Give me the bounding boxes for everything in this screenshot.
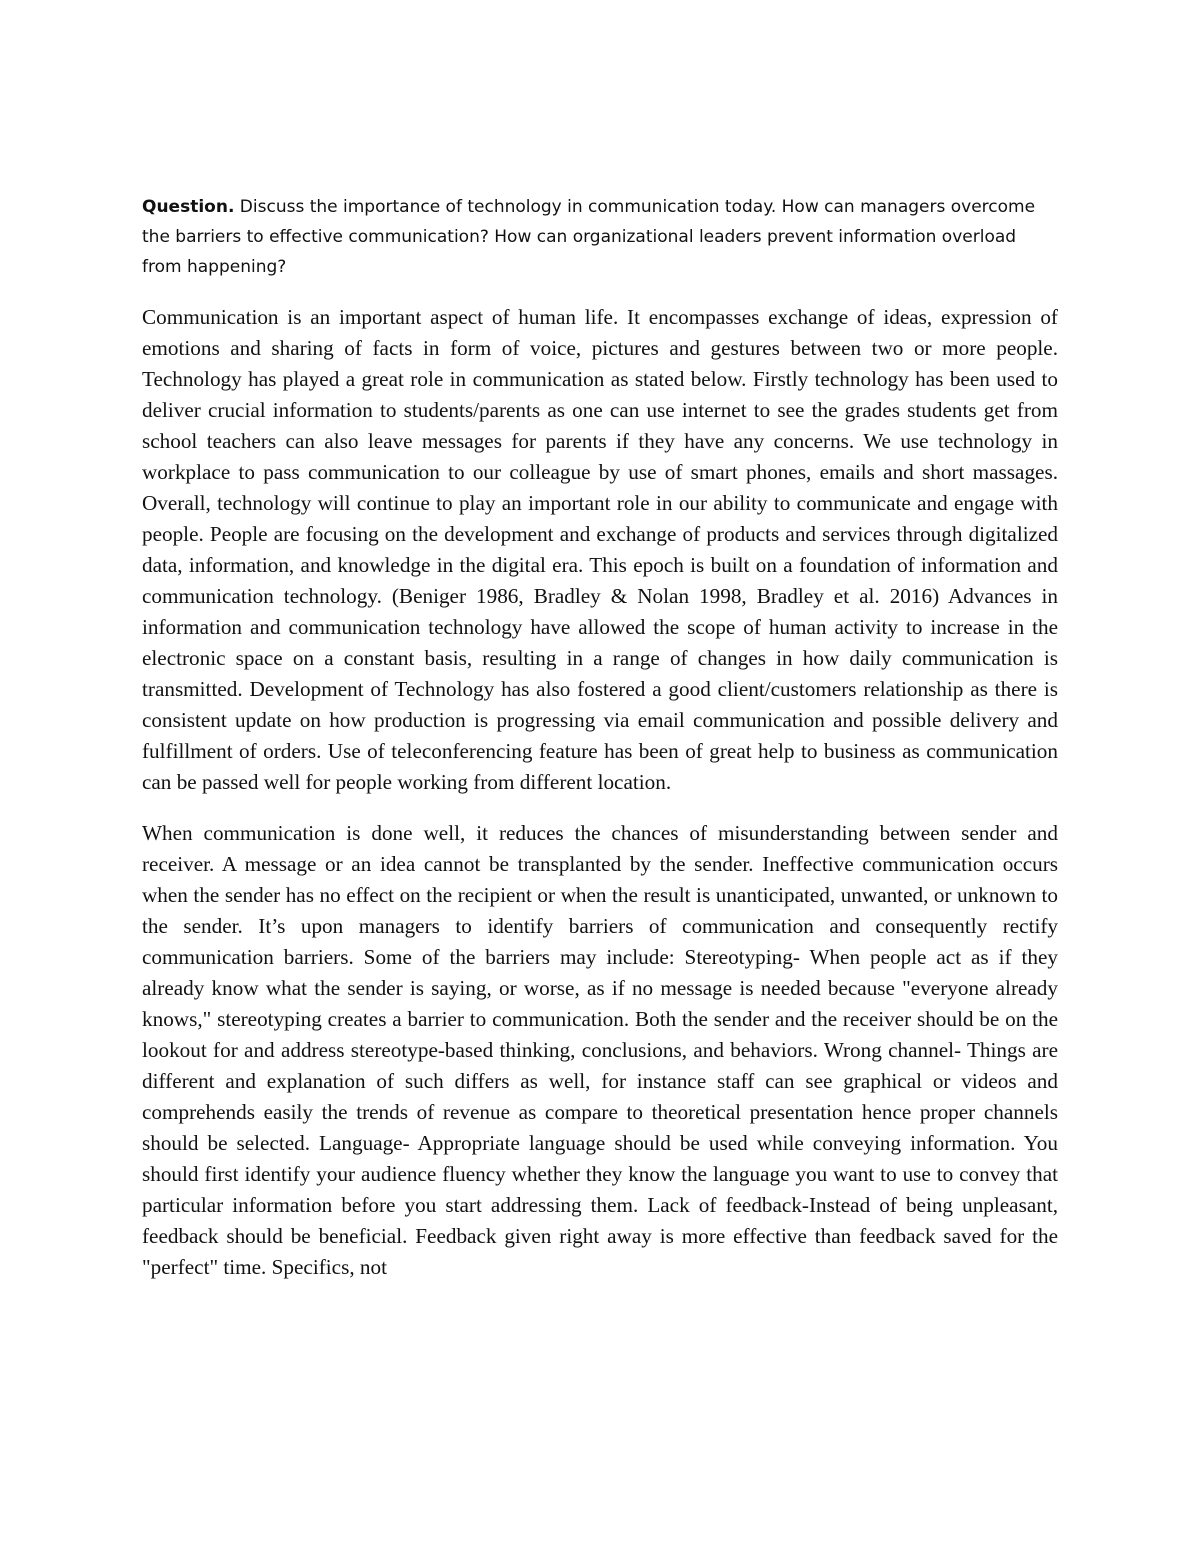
paragraph-technology-importance: Communication is an important aspect of human life. It encompasses exchange of ideas, expression of emotions and sharing of facts in form of voice, pictures and gestures between two or more people. Technology has played a great role in communication as stated below. Firstly technology has been used to deliver crucial information to students/parents as one can use internet to see the grades students get from school teachers can also leave messages for parents if they have any concerns. We use technology in workplace to pass communication to our colleague by use of smart phones, emails and short massages. Overall, technology will continue to play an important role in our ability to communicate and engage with people. People are focusing on the development and exchange of products and services through digitalized data, information, and knowledge in the digital era. This epoch is built on a foundation of information and communication technology. (Beniger 1986, Bradley & Nolan 1998, Bradley et al. 2016) Advances in information and communication technology have allowed the scope of human activity to increase in the electronic space on a constant basis, resulting in a range of changes in how daily communication is transmitted. Development of Technology has also fostered a good client/customers relationship as there is consistent update on how production is progressing via email communication and possible delivery and fulfillment of orders. Use of teleconferencing feature has been of great help to business as communication can be passed well for people working from different location.	[142, 305, 1058, 794]
document-body	[142, 192, 1058, 1303]
question-block	[142, 192, 1058, 282]
question-text: Discuss the importance of technology in communication today. How can managers overcome the barriers to effective communication? How can organizational leaders prevent information overload from happening?	[142, 197, 1036, 277]
question-label: Question.	[142, 197, 235, 217]
paragraph-communication-barriers: When communication is done well, it reduces the chances of misunderstanding between sender and receiver. A message or an idea cannot be transplanted by the sender. Ineffective communication occurs when the sender has no effect on the recipient or when the result is unanticipated, unwanted, or unknown to the sender. It’s upon managers to identify barriers of communication and consequently rectify communication barriers. Some of the barriers may include: Stereotyping- When people act as if they already know what the sender is saying, or worse, as if no message is needed because "everyone already knows," stereotyping creates a barrier to communication. Both the sender and the receiver should be on the lookout for and address stereotype-based thinking, conclusions, and behaviors. Wrong channel- Things are different and explanation of such differs as well, for instance staff can see graphical or videos and comprehends easily the trends of revenue as compare to theoretical presentation hence proper channels should be selected. Language- Appropriate language should be used while conveying information. You should first identify your audience fluency whether they know the language you want to use to convey that particular information before you start addressing them. Lack of feedback-Instead of being unpleasant, feedback should be beneficial. Feedback given right away is more effective than feedback saved for the "perfect" time. Specifics, not	[142, 821, 1058, 1279]
